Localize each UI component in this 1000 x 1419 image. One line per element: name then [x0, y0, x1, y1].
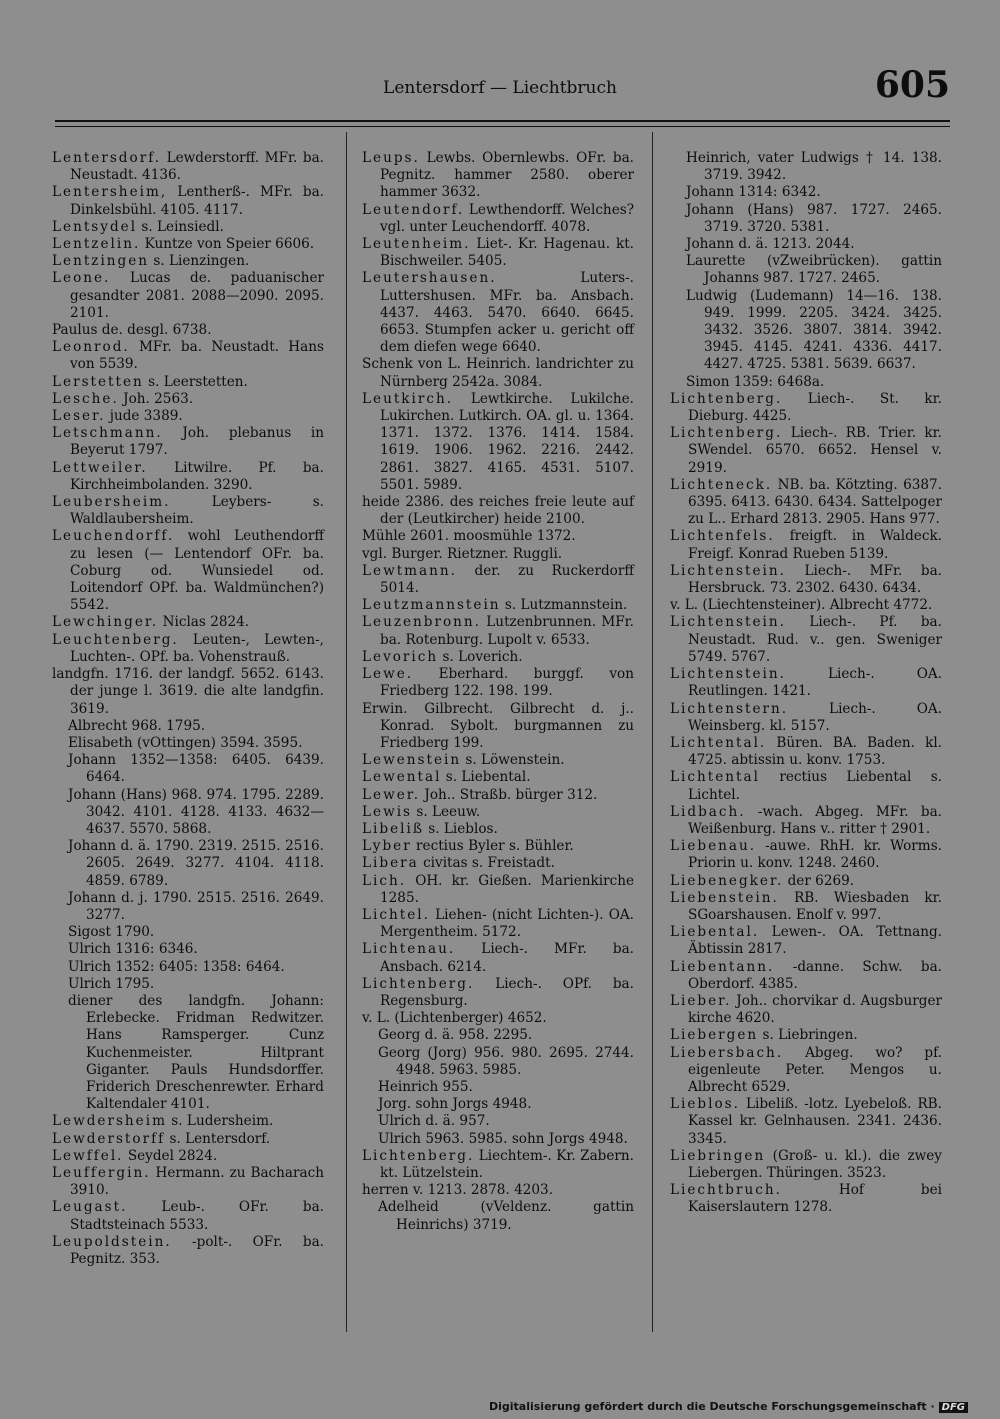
entry-text: freigft. in Waldeck. Freigf. Konrad Rueben 5139. [688, 528, 942, 562]
entry-text: Hermann. zu Bacharach 3910. [70, 1164, 324, 1199]
entry-text: s. Leerstetten. [148, 373, 248, 390]
entry-text: OH. kr. Gießen. Marienkirche 1285. [380, 872, 634, 906]
entry-subentry: Johann 1352—1358: 6405. 6439. 6464. [68, 752, 324, 786]
entry-text: Lewen-. OA. Tettnang. Äbtissin 2817. [688, 924, 942, 958]
entry-text: Liet-. Kr. Hagenau. kt. Bischweiler. 5405. [380, 236, 634, 270]
entry-subentry: Ludwig (Ludemann) 14—16. 138. 949. 1999. 2205. 3424. 3425. 3432. 3526. 3807. 3814. 3942. 3945. 4145. 4241. 4336. 4417. 4427. 4725. 5381. 5639. 6637. [686, 287, 942, 373]
index-entry [362, 270, 634, 356]
index-entry [670, 993, 942, 1027]
index-entry [362, 769, 634, 786]
entry-headword: Lichtenstern. [670, 700, 789, 717]
index-entry [362, 236, 634, 270]
entry-text: -polt-. OFr. ba. Pegnitz. 353. [70, 1233, 325, 1267]
index-entry [362, 941, 634, 975]
entry-text: -danne. Schw. ba. Oberdorf. 4385. [688, 958, 942, 992]
entry-headword: Lichtel. [362, 906, 430, 923]
entry-headword: Leutendorf. [362, 201, 465, 218]
entry-text: Liech-. MFr. ba. Ansbach. 6214. [380, 941, 634, 975]
entry-headword: Lerstetten [52, 373, 144, 390]
index-entry [362, 202, 634, 236]
entry-text: Libeliß. -lotz. Lyebeloß. RB. Kassel kr. Gelnhausen. 2341. 2436. 3345. [688, 1096, 942, 1147]
entry-text: jude 3389. [109, 408, 183, 425]
entry-subline: landgfn. 1716. der landgf. 5652. 6143. der junge l. 3619. die alte landgfin. 3619. [52, 666, 324, 717]
column-separator [346, 132, 347, 1332]
index-entry [362, 787, 634, 804]
footer-credit [489, 1400, 968, 1413]
index-entry [670, 890, 942, 924]
entry-text: s. Leinsiedl. [141, 218, 224, 235]
index-column-2 [362, 150, 634, 1234]
entry-text: Leub-. OFr. ba. Stadtsteinach 5533. [70, 1199, 324, 1233]
entry-text: Liech-. MFr. ba. Hersbruck. 73. 2302. 6430. 6434. [688, 562, 942, 597]
entry-headword: Leuzenbronn. [362, 614, 482, 631]
entry-text: Lewbs. Obernlewbs. OFr. ba. Pegnitz. hammer 2580. oberer hammer 3632. [380, 150, 635, 201]
entry-text: Abgeg. wo? pf. eigenleute Peter. Mengos u. Albrecht 6529. [688, 1044, 942, 1095]
entry-text: Liech-. St. kr. Dieburg. 4425. [688, 390, 942, 425]
index-entry [670, 614, 942, 666]
entry-text: s. Liebringen. [762, 1027, 858, 1044]
index-entry [670, 666, 942, 700]
entry-headword: Leugast. [52, 1199, 128, 1216]
entry-text: -auwe. RhH. kr. Worms. Priorin u. konv. 1248. 2460. [688, 838, 942, 872]
entry-text: NB. ba. Kötzting. 6387. 6395. 6413. 6430. 6434. Sattelpoger zu L.. Erhard 2813. 2905. Hans 977. [688, 476, 943, 528]
index-entry [362, 804, 634, 821]
entry-text: Lentherß-. MFr. ba. Dinkelsbühl. 4105. 4117. [70, 184, 325, 218]
index-entry [670, 563, 942, 597]
entry-headword: Lewis [362, 803, 413, 820]
entry-headword: Lentzingen [52, 253, 150, 270]
index-entry [52, 1165, 324, 1199]
index-entry [670, 391, 942, 425]
entry-subentry: Simon 1359: 6468a. [686, 373, 825, 390]
header-rule-thin [55, 126, 950, 127]
entry-text: (Groß- u. kl.). die zwey Liebergen. Thüringen. 3523. [688, 1147, 942, 1181]
entry-subentry: Johann 1314: 6342. [686, 184, 821, 201]
index-entry [52, 425, 324, 459]
entry-headword: Lyber [362, 838, 412, 855]
index-column-3 [670, 150, 942, 1217]
index-entry [52, 460, 324, 494]
entry-text: Lutzenbrunnen. MFr. ba. Rotenburg. Lupolt v. 6533. [380, 614, 635, 648]
index-entry [362, 976, 634, 1010]
entry-subentry: Ulrich d. ä. 957. [378, 1113, 490, 1130]
index-entry [670, 701, 942, 735]
index-entry [670, 1045, 942, 1097]
index-entry [670, 1182, 942, 1216]
entry-headword: Lewenstein [362, 752, 462, 769]
entry-text: Büren. BA. Baden. kl. 4725. abtissin u. konv. 1753. [688, 734, 942, 769]
index-entry [670, 1148, 942, 1182]
entry-headword: Liechtbruch. [670, 1182, 782, 1199]
entry-text: Liech-. RB. Trier. kr. SWendel. 6570. 6652. Hensel v. 2919. [688, 425, 942, 476]
entry-text: wohl Leuthendorff zu lesen (— Lentendorf OFr. ba. Coburg od. Wunsiedel od. Loitendorf OPf. ba. Waldmünchen?) 5542. [70, 528, 324, 614]
entry-text: Liechtem-. Kr. Zabern. kt. Lützelstein. [380, 1147, 634, 1181]
entry-headword: Leuchtenberg. [52, 631, 179, 648]
index-entry [362, 649, 634, 666]
entry-headword: Lentersdorf. [52, 150, 162, 166]
index-entry [52, 253, 324, 270]
index-entry [52, 1113, 324, 1130]
entry-subline: v. L. (Liechtensteiner). Albrecht 4772. [670, 597, 933, 614]
index-entry [362, 614, 634, 648]
entry-subentry: Johann d. ä. 1790. 2319. 2515. 2516. 2605. 2649. 3277. 4104. 4118. 4859. 6789. [68, 838, 324, 889]
entry-headword: Lewchinger. [52, 614, 159, 631]
entry-text: Lucas de. paduanischer gesandter 2081. 2088—2090. 2095. 2101. [70, 270, 325, 321]
index-entry [52, 1148, 324, 1165]
entry-headword: Lewtmann. [362, 562, 457, 579]
index-entry [670, 1027, 942, 1044]
column-separator [652, 132, 653, 1332]
entry-subentry: Sigost 1790. [68, 924, 155, 941]
entry-text: s. Lieblos. [428, 820, 498, 837]
entry-subentry: Laurette (vZweibrücken). gattin Johanns 987. 1727. 2465. [686, 253, 942, 287]
entry-headword: Lieblos. [670, 1096, 740, 1113]
entry-text: Lewtkirche. Lukilche. Lukirchen. Lutkirch. OA. gl. u. 1364. 1371. 1372. 1376. 1414. 1584. 1619. 1906. 1962. 2216. 2442. 2861. 3827. 4165. 4531. 5107. 5501. 5989. [380, 390, 634, 493]
entry-text: Liehen- (nicht Lichten-). OA. Mergentheim. 5172. [380, 906, 634, 941]
index-entry [52, 339, 324, 373]
entry-text: s. Liebental. [445, 769, 531, 786]
entry-subentry: Johann d. ä. 1213. 2044. [686, 236, 855, 253]
entry-text: civitas s. Freistadt. [423, 855, 555, 872]
entry-text: s. Loverich. [442, 648, 523, 665]
page-number: 605 [874, 64, 950, 106]
index-entry [362, 1148, 634, 1182]
entry-headword: Lewffel. [52, 1147, 124, 1164]
index-entry [52, 494, 324, 528]
entry-subentry: Jorg. sohn Jorgs 4948. [378, 1096, 532, 1113]
entry-headword: Lichtenberg. [670, 390, 783, 407]
index-entry [362, 752, 634, 769]
entry-text: s. Lutzmannstein. [504, 597, 628, 614]
index-entry [52, 374, 324, 391]
entry-text: RB. Wiesbaden kr. SGoarshausen. Enolf v. 997. [688, 889, 942, 923]
index-entry [52, 614, 324, 631]
entry-text: -wach. Abgeg. MFr. ba. Weißenburg. Hans v.. ritter † 2901. [688, 803, 942, 837]
entry-subentry: Johann d. j. 1790. 2515. 2516. 2649. 3277. [68, 889, 324, 923]
entry-headword: Lewer. [362, 786, 421, 803]
entry-headword: Lichtenberg. [670, 425, 783, 442]
entry-headword: Lieber. [670, 992, 732, 1009]
entry-text: Lewderstorff. MFr. ba. Neustadt. 4136. [70, 150, 325, 184]
index-entry [362, 563, 634, 597]
entry-text: Joh.. Straßb. bürger 312. [424, 786, 598, 803]
entry-headword: Leupoldstein. [52, 1233, 172, 1250]
entry-headword: Lich. [362, 872, 407, 889]
entry-headword: Lichtenstein. [670, 614, 786, 631]
entry-headword: Lichtenstein. [670, 666, 786, 683]
entry-headword: Lichtental. [670, 734, 767, 751]
entry-text: s. Lienzingen. [153, 253, 250, 270]
index-entry [670, 873, 942, 890]
entry-headword: Lentersheim, [52, 184, 168, 201]
entry-headword: Liebersbach. [670, 1044, 784, 1061]
entry-text: Eberhard. burggf. von Friedberg 122. 198. 199. [380, 666, 634, 700]
entry-subline: Schenk von L. Heinrich. landrichter zu Nürnberg 2542a. 3084. [362, 356, 634, 390]
entry-headword: Liebentann. [670, 958, 775, 975]
entry-headword: Liebergen [670, 1027, 759, 1044]
entry-headword: Leutkirch. [362, 390, 454, 407]
entry-text: MFr. ba. Neustadt. Hans von 5539. [70, 339, 324, 373]
index-entry [670, 528, 942, 562]
entry-headword: Libeliß [362, 820, 424, 837]
entry-headword: Lichtenau. [362, 941, 456, 958]
entry-headword: Lentsydel [52, 218, 138, 235]
entry-headword: Liebenstein. [670, 889, 779, 906]
entry-text: Hof bei Kaiserslautern 1278. [688, 1182, 942, 1216]
index-entry [52, 236, 324, 253]
entry-text: Liech-. OA. Reutlingen. 1421. [688, 666, 942, 700]
entry-headword: Leups. [362, 150, 420, 166]
entry-headword: Lichtenberg. [362, 975, 475, 992]
running-header: Lentersdorf — Liechtbruch [383, 78, 617, 98]
header-rule [55, 120, 950, 122]
index-entry [670, 804, 942, 838]
entry-headword: Leutenheim. [362, 236, 471, 253]
entry-headword: Lentzelin. [52, 236, 141, 253]
index-entry [670, 425, 942, 477]
entry-subentry: Ulrich 5963. 5985. sohn Jorgs 4948. [378, 1130, 628, 1147]
entry-text: Litwilre. Pf. ba. Kirchheimbolanden. 3290. [70, 459, 324, 493]
entry-headword: Liebenau. [670, 838, 757, 855]
index-entry [52, 219, 324, 236]
index-entry [362, 821, 634, 838]
entry-headword: Lewental [362, 769, 442, 786]
entry-headword: Letschmann. [52, 425, 163, 442]
entry-headword: Leser. [52, 408, 106, 425]
index-entry [52, 528, 324, 614]
index-entry [52, 408, 324, 425]
entry-headword: Lichtenfels. [670, 528, 775, 545]
entry-subentry: Ulrich 1316: 6346. [68, 941, 198, 958]
index-entry [670, 735, 942, 769]
entry-subline: Erwin. Gilbrecht. Gilbrecht d. j.. Konrad. Sybolt. burgmannen zu Friedberg 199. [362, 700, 634, 751]
dfg-logo: DFG [939, 1402, 968, 1413]
entry-text: der. zu Ruckerdorff 5014. [380, 562, 634, 597]
entry-text: Niclas 2824. [162, 614, 250, 631]
index-entry [52, 391, 324, 408]
entry-headword: Lichtenberg. [362, 1147, 475, 1164]
index-entry [670, 924, 942, 958]
index-entry [670, 1096, 942, 1148]
index-entry [362, 855, 634, 872]
entry-subline: vgl. Burger. Rietzner. Ruggli. [362, 545, 563, 562]
entry-subline: v. L. (Lichtenberger) 4652. [362, 1010, 547, 1027]
entry-headword: Liebenegker. [670, 872, 784, 889]
entry-text: Joh.. chorvikar d. Augsburger kirche 4620. [688, 992, 943, 1027]
footer-credit-text: Digitalisierung gefördert durch die Deutsche Forschungsgemeinschaft · [488, 1400, 935, 1413]
index-entry [670, 477, 942, 529]
entry-subline: Paulus de. desgl. 6738. [52, 322, 212, 339]
entry-headword: Lesche. [52, 390, 119, 407]
entry-subentry: Heinrich, vater Ludwigs † 14. 138. 3719. 3942. [686, 150, 942, 184]
entry-headword: Leubersheim. [52, 494, 171, 511]
index-entry [52, 184, 324, 218]
entry-text: Joh. 2563. [123, 390, 194, 407]
entry-headword: Lichteneck. [670, 476, 773, 493]
index-entry [52, 1234, 324, 1268]
entry-headword: Liebental. [670, 924, 760, 941]
index-entry [362, 873, 634, 907]
entry-headword: Lichtenstein. [670, 562, 786, 579]
index-entry [362, 150, 634, 202]
entry-headword: Lewe. [362, 666, 414, 683]
entry-headword: Lettweiler. [52, 459, 148, 476]
entry-subentry: Ulrich 1795. [68, 975, 155, 992]
index-entry [362, 838, 634, 855]
entry-text: rectius Byler s. Bühler. [416, 838, 574, 855]
entry-text: s. Leeuw. [416, 803, 481, 820]
entry-text: Kuntze von Speier 6606. [144, 236, 315, 253]
entry-text: Liech-. OA. Weinsberg. kl. 5157. [688, 700, 942, 734]
entry-text: s. Lentersdorf. [169, 1130, 271, 1147]
index-column-1 [52, 150, 324, 1268]
entry-headword: Lewderstorff [52, 1130, 166, 1147]
entry-text: Liech-. OPf. ba. Regensburg. [380, 975, 634, 1009]
entry-subentry: Heinrich 955. [378, 1078, 473, 1095]
entry-headword: Leuffergin. [52, 1164, 151, 1181]
entry-text: Leybers- s. Waldlaubersheim. [70, 494, 325, 528]
entry-subline: heide 2386. des reiches freie leute auf der (Leutkircher) heide 2100. [362, 494, 634, 528]
entry-text: Lewthendorff. Welches? vgl. unter Leuchendorff. 4078. [380, 201, 634, 235]
entry-headword: Liebringen [670, 1147, 766, 1164]
entry-text: Leuten-, Lewten-, Luchten-. OPf. ba. Vohenstrauß. [70, 631, 324, 665]
index-entry [362, 907, 634, 941]
entry-subentry: diener des landgfn. Johann: Erlebecke. Fridman Redwitzer. Hans Ramsperger. Cunz Kuchenmeister. Hiltprant Giganter. Pauls Hundsdorffer. Friderich Dreschenrewter. Erhard Kaltendaler 4101. [68, 992, 324, 1113]
entry-headword: Libera [362, 855, 419, 872]
entry-subentry: Albrecht 968. 1795. [68, 717, 206, 734]
entry-headword: Lidbach. [670, 803, 746, 820]
entry-subentry: Johann (Hans) 968. 974. 1795. 2289. 3042. 4101. 4128. 4133. 4632—4637. 5570. 5868. [68, 786, 324, 837]
index-entry [52, 270, 324, 322]
entry-text: s. Ludersheim. [171, 1113, 274, 1130]
index-entry [52, 1199, 324, 1233]
entry-subentry: Ulrich 1352: 6405: 1358: 6464. [68, 958, 285, 975]
entry-headword: Leutzmannstein [362, 597, 501, 614]
index-entry [362, 597, 634, 614]
index-entry [670, 838, 942, 872]
index-entry [362, 666, 634, 700]
entry-headword: Leonrod. [52, 339, 130, 356]
entry-text: Seydel 2824. [127, 1147, 218, 1164]
entry-headword: Leone. [52, 270, 111, 287]
index-entry [52, 632, 324, 666]
entry-headword: Lewdersheim [52, 1113, 167, 1130]
index-entry [670, 959, 942, 993]
entry-headword: Leuchendorff. [52, 528, 175, 545]
index-entry [52, 1131, 324, 1148]
entry-text: der 6269. [787, 872, 855, 889]
entry-subline: Mühle 2601. moosmühle 1372. [362, 528, 576, 545]
index-entry [362, 391, 634, 494]
entry-headword: Lichtental [670, 769, 760, 786]
entry-subentry: Adelheid (vVeldenz. gattin Heinrichs) 3719. [378, 1199, 634, 1233]
entry-text: Liech-. Pf. ba. Neustadt. Rud. v.. gen. Sweniger 5749. 5767. [688, 614, 942, 665]
entry-text: Joh. plebanus in Beyerut 1797. [70, 425, 325, 459]
entry-subentry: Georg d. ä. 958. 2295. [378, 1027, 533, 1044]
entry-subentry: Johann (Hans) 987. 1727. 2465. 3719. 3720. 5381. [686, 201, 942, 235]
index-entry [670, 769, 942, 803]
entry-subentry: Georg (Jorg) 956. 980. 2695. 2744. 4948. 5963. 5985. [378, 1044, 634, 1078]
entry-headword: Leutershausen. [362, 270, 497, 287]
entry-subentry: Elisabeth (vOttingen) 3594. 3595. [68, 734, 303, 751]
entry-text: Luters-. Luttershusen. MFr. ba. Ansbach. 4437. 4463. 5470. 6640. 6645. 6653. Stumpfen acker u. gericht off dem diefen wege 6640. [380, 270, 634, 356]
entry-text: rectius Liebental s. Lichtel. [688, 769, 942, 803]
entry-subline: herren v. 1213. 2878. 4203. [362, 1182, 554, 1199]
index-entry [52, 150, 324, 184]
entry-text: s. Löwenstein. [465, 752, 565, 769]
entry-headword: Levorich [362, 648, 439, 665]
